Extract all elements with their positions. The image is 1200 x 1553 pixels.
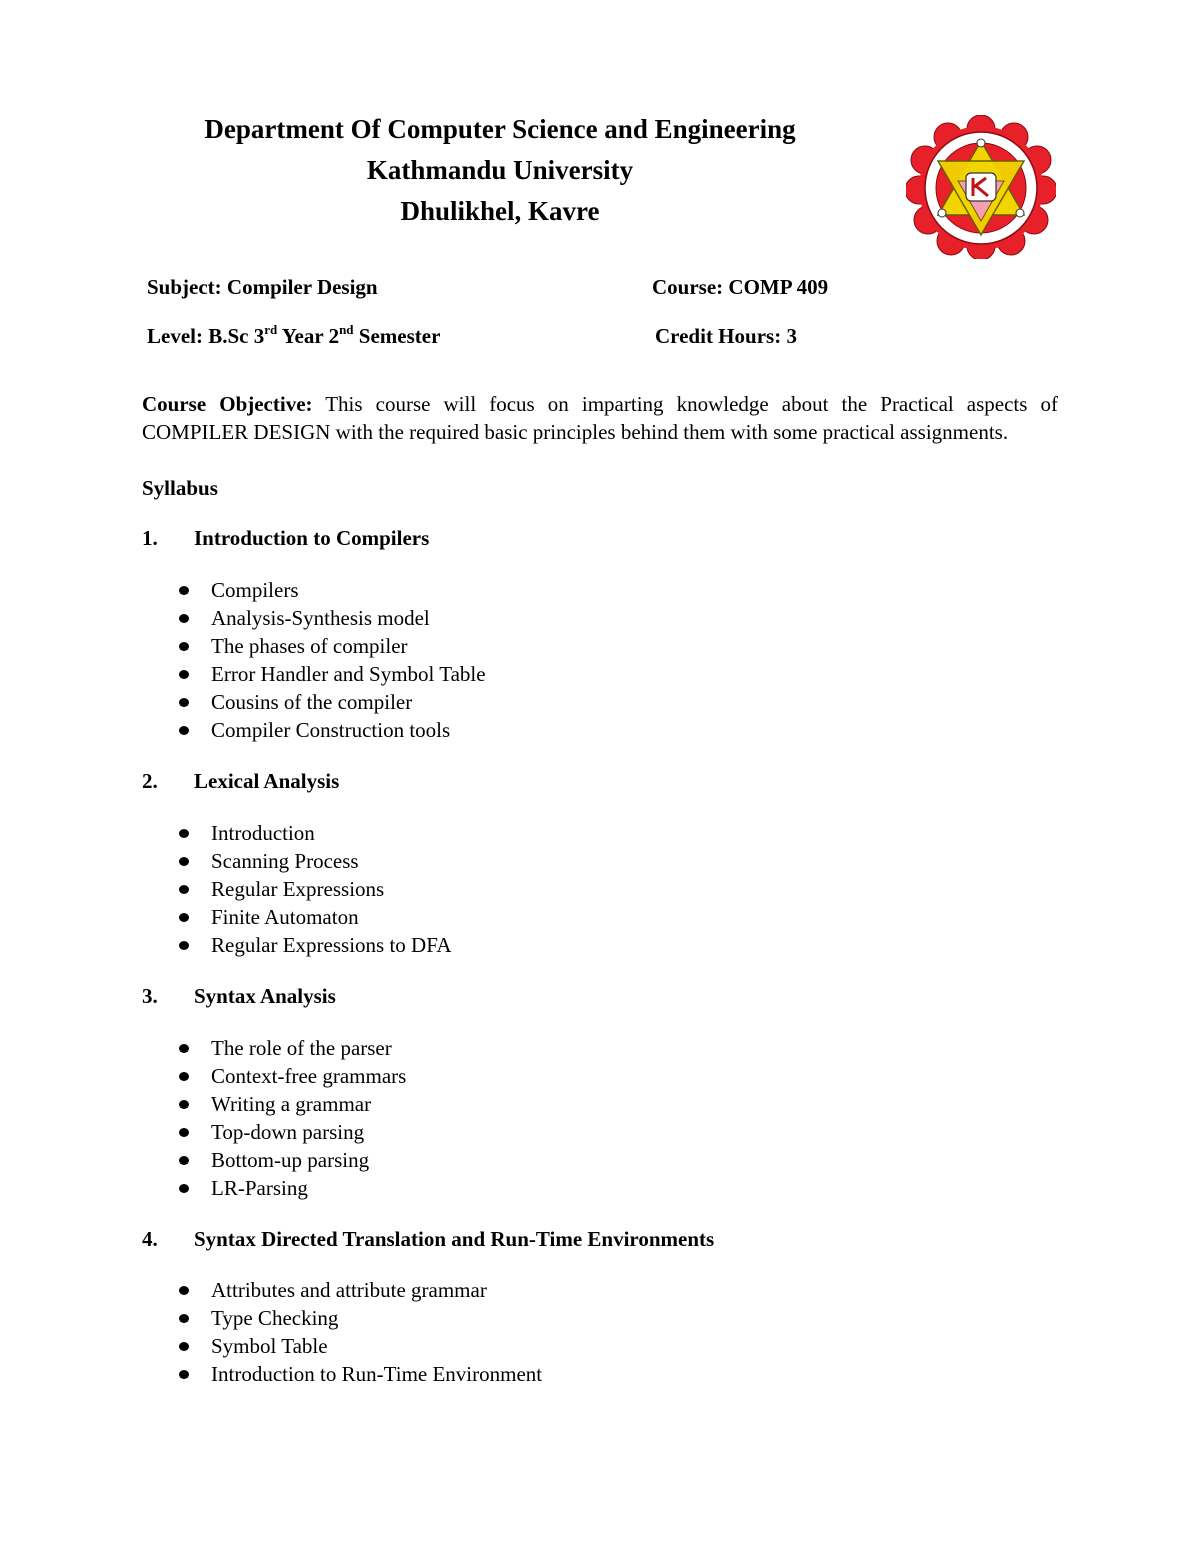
section-4-topics <box>178 1276 542 1388</box>
list-item: Introduction <box>178 819 452 847</box>
section-heading <box>142 524 429 552</box>
bullet-icon <box>179 726 189 735</box>
bullet-icon <box>179 1314 189 1323</box>
bullet-icon <box>179 1044 189 1053</box>
bullet-icon <box>179 1128 189 1137</box>
bullet-icon <box>179 698 189 707</box>
list-item: Regular Expressions <box>178 875 452 903</box>
section-title: Syntax Analysis <box>194 984 336 1008</box>
subject-label: Subject: <box>147 275 222 299</box>
list-item: Symbol Table <box>178 1332 542 1360</box>
list-item: Finite Automaton <box>178 903 452 931</box>
university-name: Kathmandu University <box>366 155 634 185</box>
list-item: Compiler Construction tools <box>178 716 486 744</box>
section-number: 3. <box>142 984 158 1008</box>
credit-value: 3 <box>786 324 797 348</box>
section-title: Lexical Analysis <box>194 769 340 793</box>
bullet-icon <box>179 857 189 866</box>
section-3-topics <box>178 1034 406 1202</box>
list-item: Regular Expressions to DFA <box>178 931 452 959</box>
bullet-icon <box>179 913 189 922</box>
level-value: B.Sc 3rd Year 2nd Semester <box>208 322 441 348</box>
bullet-icon <box>179 670 189 679</box>
course-value: COMP 409 <box>728 275 829 299</box>
list-item: Type Checking <box>178 1304 542 1332</box>
university-location: Dhulikhel, Kavre <box>400 196 600 226</box>
section-heading <box>142 982 336 1010</box>
list-item: Introduction to Run-Time Environment <box>178 1360 542 1388</box>
syllabus-heading: Syllabus <box>142 476 218 500</box>
list-item: Writing a grammar <box>178 1090 406 1118</box>
department-title: Department Of Computer Science and Engineering <box>204 114 796 144</box>
bullet-icon <box>179 941 189 950</box>
section-heading <box>142 767 339 795</box>
course-label: Course: <box>652 275 724 299</box>
objective-text: This course will focus on imparting knowledge about the Practical aspects of COMPILER DESIGN with the required basic principles behind them with some practical assignments. <box>142 392 1058 444</box>
kathmandu-university-seal-icon <box>906 115 1056 259</box>
section-number: 4. <box>142 1227 158 1251</box>
section-title: Syntax Directed Translation and Run-Time Environments <box>194 1227 715 1251</box>
subject-field <box>147 274 378 300</box>
section-1-topics <box>178 576 486 744</box>
bullet-icon <box>179 1184 189 1193</box>
bullet-icon <box>179 614 189 623</box>
list-item: Analysis-Synthesis model <box>178 604 486 632</box>
bullet-icon <box>179 586 189 595</box>
list-item: Top-down parsing <box>178 1118 406 1146</box>
credit-hours-field <box>655 323 797 349</box>
list-item: Compilers <box>178 576 486 604</box>
level-field <box>147 323 440 349</box>
credit-label: Credit Hours: <box>655 324 782 348</box>
section-number: 2. <box>142 769 158 793</box>
course-field <box>652 274 828 300</box>
section-2-topics <box>178 819 452 959</box>
bullet-icon <box>179 829 189 838</box>
bullet-icon <box>179 642 189 651</box>
section-number: 1. <box>142 526 158 550</box>
list-item: Context-free grammars <box>178 1062 406 1090</box>
list-item: Scanning Process <box>178 847 452 875</box>
list-item: Error Handler and Symbol Table <box>178 660 486 688</box>
list-item: Bottom-up parsing <box>178 1146 406 1174</box>
list-item: Attributes and attribute grammar <box>178 1276 542 1304</box>
bullet-icon <box>179 1342 189 1351</box>
subject-value: Compiler Design <box>226 275 378 299</box>
bullet-icon <box>179 1286 189 1295</box>
list-item: The phases of compiler <box>178 632 486 660</box>
bullet-icon <box>179 1100 189 1109</box>
level-label: Level: <box>147 324 203 348</box>
bullet-icon <box>179 1156 189 1165</box>
course-objective <box>142 390 1058 446</box>
list-item: Cousins of the compiler <box>178 688 486 716</box>
section-title: Introduction to Compilers <box>194 526 430 550</box>
list-item: The role of the parser <box>178 1034 406 1062</box>
objective-label: Course Objective: <box>142 392 313 416</box>
section-heading <box>142 1225 714 1253</box>
bullet-icon <box>179 1370 189 1379</box>
list-item: LR-Parsing <box>178 1174 406 1202</box>
bullet-icon <box>179 885 189 894</box>
bullet-icon <box>179 1072 189 1081</box>
